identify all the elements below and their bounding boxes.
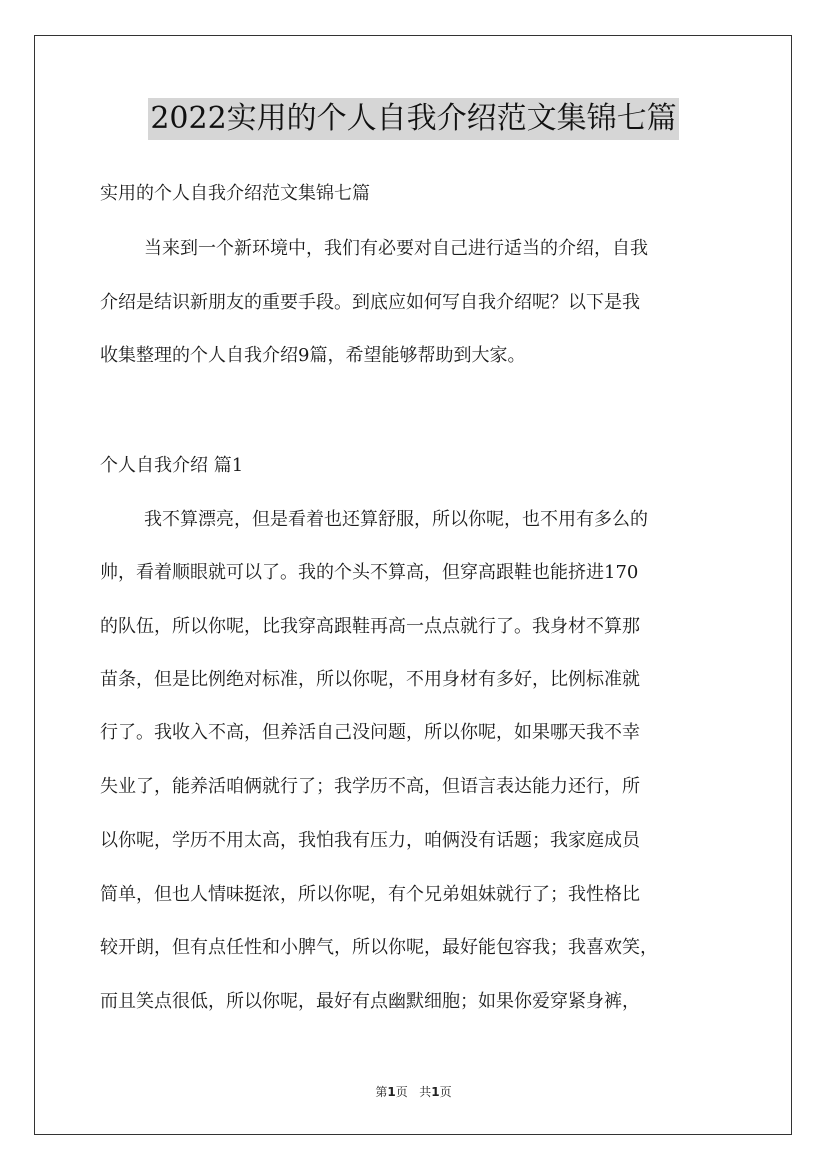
footer-page-prefix: 第 [375, 1085, 388, 1099]
document-subtitle: 实用的个人自我介绍范文集锦七篇 [100, 183, 370, 204]
intro-line-2: 介绍是结识新朋友的重要手段。到底应如何写自我介绍呢？以下是我 [100, 292, 640, 313]
title-container [0, 98, 827, 140]
page-footer [0, 1084, 827, 1100]
body-line-1: 我不算漂亮，但是看着也还算舒服，所以你呢，也不用有多么的 [144, 509, 648, 530]
document-title: 2022实用的个人自我介绍范文集锦七篇 [148, 98, 678, 140]
footer-total-suffix: 页 [439, 1085, 452, 1099]
body-line-3: 的队伍，所以你呢，比我穿高跟鞋再高一点点就行了。我身材不算那 [100, 616, 640, 637]
body-line-8: 简单，但也人情味挺浓，所以你呢，有个兄弟姐妹就行了；我性格比 [100, 884, 640, 905]
body-line-4: 苗条，但是比例绝对标准，所以你呢，不用身材有多好，比例标准就 [100, 669, 640, 690]
footer-total-pages: 1 [431, 1085, 440, 1099]
body-line-2: 帅，看着顺眼就可以了。我的个头不算高，但穿高跟鞋也能挤进170 [100, 562, 639, 583]
footer-page-number: 1 [387, 1085, 396, 1099]
body-line-7: 以你呢，学历不用太高，我怕我有压力，咱俩没有话题；我家庭成员 [100, 830, 640, 851]
body-line-5: 行了。我收入不高，但养活自己没问题，所以你呢，如果哪天我不幸 [100, 722, 640, 743]
section-heading: 个人自我介绍 篇1 [100, 455, 244, 476]
footer-total-prefix: 共 [419, 1085, 432, 1099]
intro-line-1: 当来到一个新环境中，我们有必要对自己进行适当的介绍，自我 [144, 238, 648, 259]
body-line-10: 而且笑点很低，所以你呢，最好有点幽默细胞；如果你爱穿紧身裤， [100, 991, 640, 1012]
body-line-9: 较开朗，但有点任性和小脾气，所以你呢，最好能包容我；我喜欢笑， [100, 937, 658, 958]
body-line-6: 失业了，能养活咱俩就行了；我学历不高，但语言表达能力还行，所 [100, 776, 640, 797]
intro-line-3: 收集整理的个人自我介绍9篇，希望能够帮助到大家。 [100, 345, 526, 366]
footer-page-suffix: 页 [395, 1085, 408, 1099]
